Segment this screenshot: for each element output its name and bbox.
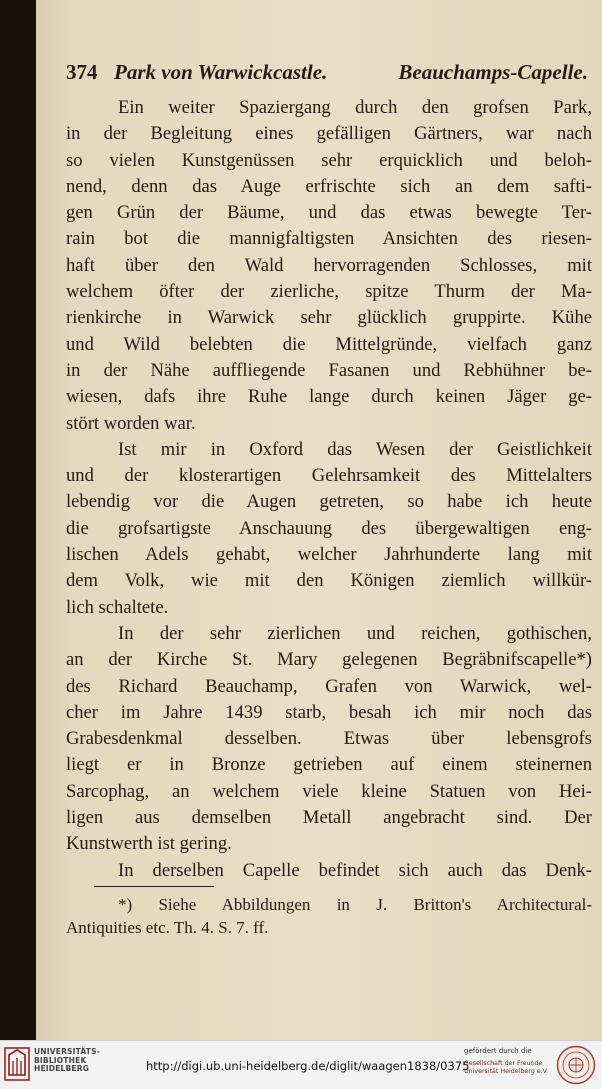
text-line: in der Nähe auffliegende Fasanen und Rebhühner be- bbox=[66, 359, 592, 381]
text-line: Ein weiter Spaziergang durch den grofsen Park, bbox=[118, 97, 592, 118]
text-line: haft über den Wald hervorragenden Schlosses, mit bbox=[66, 254, 592, 276]
text-line: In derselben Capelle befindet sich auch das Denk- bbox=[118, 859, 592, 881]
text-line: Kunstwerth ist gering. bbox=[66, 833, 232, 855]
book-page bbox=[36, 0, 602, 1040]
sponsor-label: gefördert durch die bbox=[464, 1047, 532, 1055]
body-text bbox=[66, 95, 592, 884]
text-line: In der sehr zierlichen und reichen, gothischen, bbox=[118, 622, 592, 644]
text-line: ligen aus demselben Metall angebracht sind. Der bbox=[66, 807, 592, 829]
text-line: cher im Jahre 1439 starb, besah ich mir noch das bbox=[66, 701, 592, 723]
university-seal-icon bbox=[556, 1045, 596, 1085]
text-line: rienkirche in Warwick sehr glücklich gruppirte. Kühe bbox=[66, 307, 592, 329]
footnote bbox=[66, 893, 592, 939]
viewer-bar bbox=[0, 1040, 602, 1089]
footnote-line: Antiquities etc. Th. 4. S. 7. ff. bbox=[66, 918, 269, 937]
text-line: in der Begleitung eines gefälligen Gärtners, war nach bbox=[66, 123, 592, 145]
text-line: welchem öfter der zierliche, spitze Thurm der Ma- bbox=[66, 281, 592, 303]
text-line: liegt er in Bronze getrieben auf einem steinernen bbox=[66, 754, 592, 776]
text-line: lich schaltete. bbox=[66, 596, 169, 618]
text-line: lebendig vor die Augen getreten, so habe ich heute bbox=[66, 491, 592, 513]
running-header bbox=[66, 60, 588, 90]
text-line: lischen Adels gehabt, welcher Jahrhunderte lang mit bbox=[66, 544, 592, 566]
text-line: wiesen, dafs ihre Ruhe lange durch keinen Jäger ge- bbox=[66, 386, 592, 408]
text-line: so vielen Kunstgenüssen sehr erquicklich und beloh- bbox=[66, 149, 592, 171]
library-name[interactable]: UNIVERSITÄTS- BIBLIOTHEK HEIDELBERG bbox=[34, 1047, 101, 1074]
text-line: gen Grün der Bäume, und das etwas bewegte Ter- bbox=[66, 202, 592, 224]
text-line: nend, denn das Auge erfrischte sich an dem safti- bbox=[66, 175, 592, 197]
sponsor-name[interactable]: Gesellschaft der Freunde Universität Heidelberg e.V. bbox=[464, 1060, 549, 1075]
text-line: und Wild belebten die Mittelgründe, vielfach ganz bbox=[66, 333, 592, 355]
text-line: Grabesdenkmal desselben. Etwas über lebensgrofs bbox=[66, 728, 592, 750]
text-line: des Richard Beauchamp, Grafen von Warwick, wel- bbox=[66, 675, 592, 697]
text-line: die grofsartigste Anschauung des übergewaltigen eng- bbox=[66, 517, 592, 539]
text-line: und der klosterartigen Gelehrsamkeit des Mittelalters bbox=[66, 465, 592, 487]
library-logo-icon[interactable] bbox=[4, 1047, 30, 1081]
text-line: Sarcophag, an welchem viele kleine Statuen von Hei- bbox=[66, 780, 592, 802]
text-line: stört worden war. bbox=[66, 412, 196, 434]
document-url-link[interactable]: http://digi.ub.uni-heidelberg.de/diglit/waagen1838/0375 bbox=[146, 1059, 470, 1073]
page-number: 374 bbox=[66, 60, 98, 84]
text-line: Ist mir in Oxford das Wesen der Geistlichkeit bbox=[118, 438, 592, 460]
running-title-left: Park von Warwickcastle. bbox=[114, 60, 328, 84]
running-title-right: Beauchamps-Capelle. bbox=[398, 60, 588, 84]
text-line: rain bot die mannigfaltigsten Ansichten des riesen- bbox=[66, 228, 592, 250]
text-line: an der Kirche St. Mary gelegenen Begräbnifscapelle*) bbox=[66, 649, 592, 671]
footnote-rule bbox=[94, 886, 214, 887]
text-line: dem Volk, wie mit den Königen ziemlich willkür- bbox=[66, 570, 592, 592]
footnote-line: *) Siehe Abbildungen in J. Britton's Architectural- bbox=[118, 895, 592, 914]
